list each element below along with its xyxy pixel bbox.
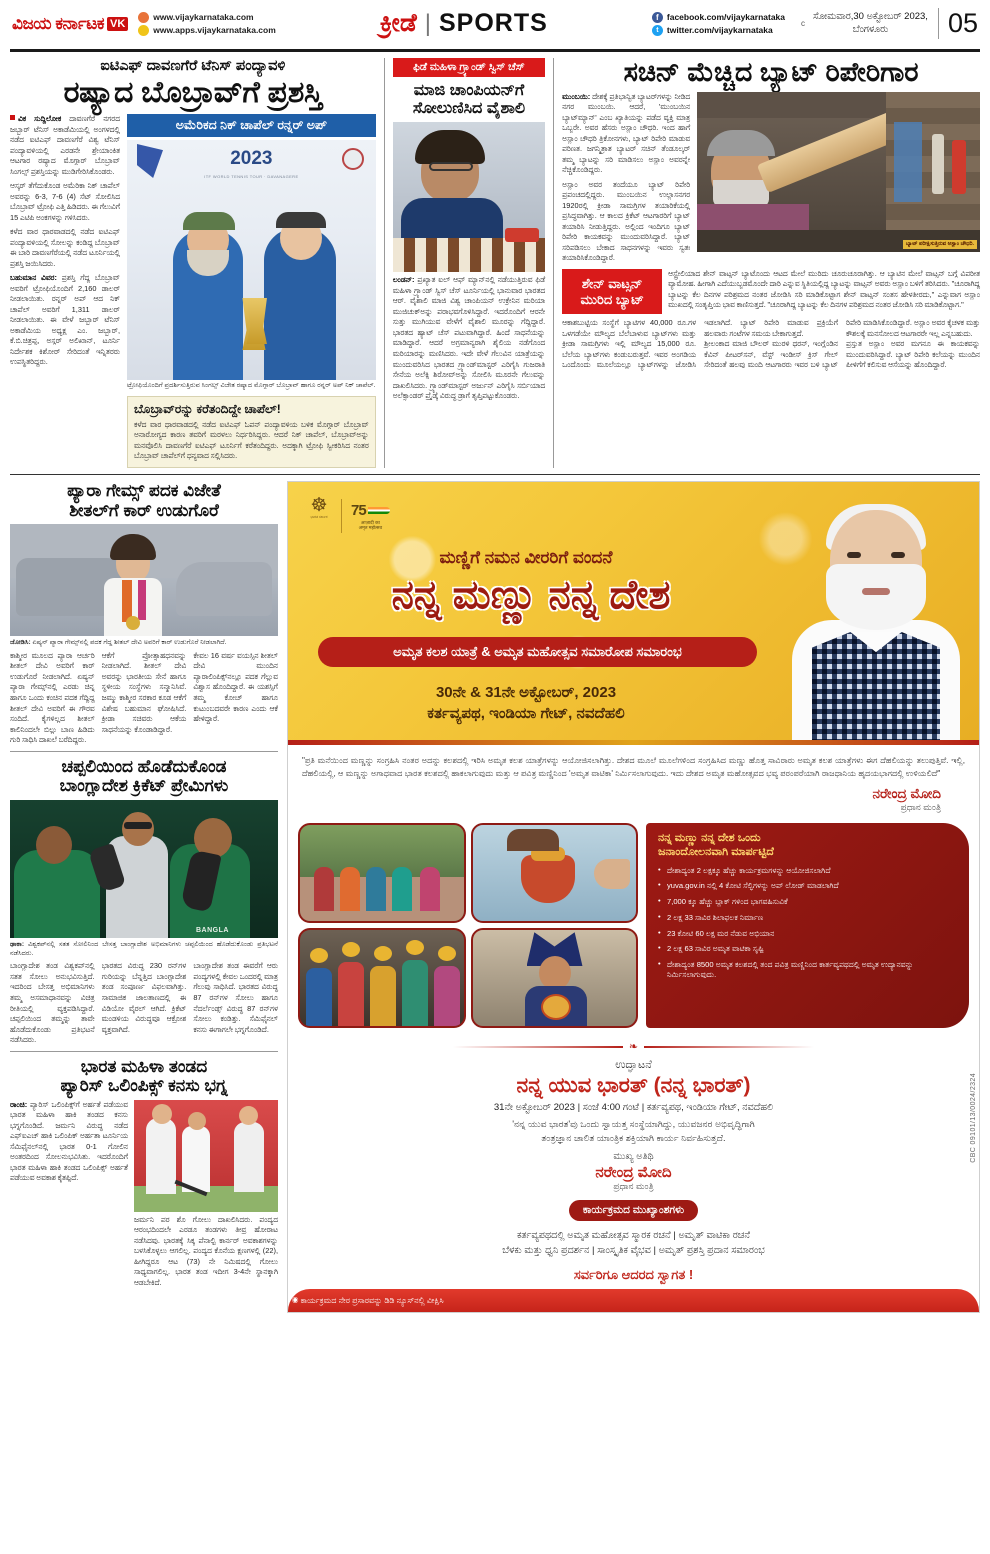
ad-welcome-text: ಸರ್ವರಿಗೂ ಆದರದ ಸ್ವಾಗತ ! bbox=[573, 1267, 694, 1283]
top-stories-zone bbox=[10, 52, 980, 468]
website-link-main[interactable] bbox=[138, 12, 276, 23]
left-story-stack bbox=[10, 481, 278, 1314]
twitter-icon: t bbox=[652, 25, 663, 36]
tennis-kicker: ಐಟಿಎಫ್ ದಾವಣಗೆರೆ ಟೆನಿಸ್ ಪಂದ್ಯಾವಳಿ bbox=[100, 58, 286, 74]
tennis-photo-year: 2023 bbox=[230, 148, 273, 169]
social-links bbox=[652, 12, 785, 36]
list-item: • ದೇಶಾದ್ಯಂತ 2 ಲಕ್ಷಕ್ಕೂ ಹೆಚ್ಚು ಕಾರ್ಯಕ್ರಮಗಳನ್ನು ಆಯೋಜಿಸಲಾಗಿದೆ bbox=[658, 866, 957, 876]
tennis-headline: ರಷ್ಯಾದ ಬೊಬ್ರಾವ್‌ಗೆ ಪ್ರಶಸ್ತಿ bbox=[63, 76, 323, 109]
chess-body-text: ಪ್ರಖ್ಯಾತ ಐಲ್ ಆಫ್ ಮ್ಯಾನ್‌ನಲ್ಲಿ ನಡೆಯುತ್ತಿರುವ ಫಿಡೆ ಮಹಿಳಾ ಗ್ರ್ಯಾಂಡ್ ಸ್ವಿಸ್ ಚೆಸ್ ಟೂರ್ನಿಯಲ್ಲಿ ಭಾನುವಾರ ಭಾರತದ ಆರ್. ವೈಶಾಲಿ ಮಾಜಿ ವಿಶ್ವ ಚಾಂಪಿಯನ್ ಉಕ್ರೇನಿನ ಮರಿಯಾ ಮುಜಿಚುಕ್‌ಅನ್ನು ಪರಾಭವಗೊಳಿಸಿದ್ದಾರೆ. ಇದರೊಂದಿಗೆ ಆರನೇ ಸುತ್ತು ಮುಗಿಯುವ ವೇಳೆಗೆ ವೈಶಾಲಿ ಮೂರನ್ನು ಗೆದ್ದಿದ್ದಾರೆ. ಭಾರತದ ಹ್ಯಾಟ್ ಚೆಸ್ ಪಟುವಾಗಿದ್ದಾರೆ. ಹಿಂದೆ ಸಾಧನೆಯನ್ನು ಮಾಡಿದ್ದಾರೆ. ಆದರೆ ಅಗ್ರಮಾನ್ಯರಾಗಿ ಶೈಲಿಯ ನಡೆಗೊಂದ ಮರಿಯಾರನ್ನು ಮಣಿಸಿದರು. ಇದೇ ವೇಳೆ ಗೆಲುವಿನ ಯಾತ್ರೆಯನ್ನು ಮುಂದುವರಿಸಿದ ಭಾರತದ ಗ್ರ್ಯಾಂಡ್‌ಮಾಸ್ಟರ್ ಎರಿಗೈಸಿ ಗುಜರಾತಿ ಸೇನೆಯ ಅಲೆಕ್ಸಿ ಶಿರೋವ್‌ಅನ್ನು ಸೋಲಿಸಿ ಮೂರನೇ ಗೆಲುವನ್ನು ದಾಖಲಿಸಿದರು. ಗ್ರ್ಯಾಂಡ್‌ಮಾಸ್ಟರ್ ಅರ್ಜುನ್ ಎರಿಗೈಸಿ ಸರ್ಬಿಯಾದ ಅಲೆಕ್ಸಾಂಡರ್ ಪ್ರೈಡ್ಕೆ ವಿರುದ್ಧ ಡ್ರಾಗೆ ತೃಪ್ತಿಪಟ್ಟುಕೊಂಡರು. bbox=[392, 275, 546, 401]
ad-chief-guest-role: ಪ್ರಧಾನ ಮಂತ್ರಿ bbox=[613, 1180, 654, 1191]
ad-when-line1: 30ನೇ & 31ನೇ ಅಕ್ಟೋಬರ್, 2023 bbox=[435, 683, 617, 701]
ad-when-line2: ಕರ್ತವ್ಯಪಥ, ಇಂಡಿಯಾ ಗೇಟ್, ನವದೆಹಲಿ bbox=[427, 705, 625, 723]
bat-headline: ಸಚಿನ್ ಮೆಚ್ಚಿದ ಬ್ಯಾಟ್ ರಿಪೇರಿಗಾರ bbox=[623, 57, 919, 87]
ad-foot-kicker: ಉದ್ಘಾಟನೆ bbox=[615, 1059, 652, 1072]
chess-body bbox=[393, 275, 545, 401]
website-links bbox=[138, 12, 276, 36]
tennis-box-title: ಬೊಬ್ರಾವ್‌ರನ್ನು ಕರೆತಂದಿದ್ದೇ ಚಾಪೆಲ್! bbox=[134, 401, 281, 416]
story-tennis bbox=[10, 58, 376, 468]
para-caption-text: ಏಷ್ಯನ್ ಪ್ಯಾರಾ ಗೇಮ್ಸ್‌ನಲ್ಲಿ ಪದಕ ಗೆದ್ದ ಶೀತಲ್ ದೇವಿ ಅವರಿಗೆ ಕಾರ್ ಉಡುಗೊರೆ ನೀಡಲಾಗಿದೆ. bbox=[32, 639, 227, 647]
tennis-box-text: ಕಳೆದ ವಾರ ಧಾರವಾಡದಲ್ಲಿ ನಡೆದ ಐಟಿಎಫ್ ಓಪನ್ ಪಂದ್ಯಾವಳಿಯ ಬಳಿಕ ಮೊಗ್ಗಾರ್ ಬೊಬ್ರಾವ್ ಅನಾರೋಗ್ಯದ ಕಾರಣ ತವರಿಗೆ ಮರಳಲು ನಿರ್ಧರಿಸಿದ್ದರು. ಆದರೆ ನಿಕ್ ಚಾಪೆಲ್, ಬೊಬ್ರಾವ್‌ಅನ್ನು ಮನವೊಲಿಸಿ ದಾವಣಗೆರೆ ಐಟಿಎಫ್ ಟೂರ್ನಿಗೆ ಕರೆತಂದಿದ್ದರು. ಅದಕ್ಕಾಗಿ ಟ್ರೋಫಿ ಸ್ವೀಕರಿಸಿದ ನಂತರ ಬೊಬ್ರಾವ್ ಚಾಪೆಲ್‌ಗೆ ಧನ್ಯವಾದ ಸಲ್ಲಿಸಿದರು. bbox=[134, 419, 369, 461]
tennis-photo: 2023 ITF WORLD TENNIS TOUR · DAVANAGERE bbox=[127, 140, 376, 380]
tennis-para4 bbox=[10, 273, 120, 368]
national-emblem-icon: ☸ ಭಾರತ ಸರ್ಕಾರ bbox=[310, 494, 328, 519]
tennis-lede bbox=[10, 114, 120, 177]
logo-badge: VK bbox=[107, 17, 128, 31]
ad-when bbox=[288, 682, 764, 725]
tennis-para2: ಆಸ್ಕರ್ ತೆಗೆದುಕೊಂಡ ಅಮೆರಿಕಾ ನಿಕ್ ಚಾಪೆಲ್ ಅವರನ್ನು 6-3, 7-6 (4) ಸೆಟ್ ಸೋಲಿಸಿದ ಬೊಬ್ರಾವ್ ಟ್ರೋಫಿ ಎತ್ತಿ ಹಿಡಿದರು. ಈ ಗೆಲುವಿಗೆ 15 ಎಟಿಪಿ ಅಂಕಗಳನ್ನು ಗಳಿಸಿದರು. bbox=[10, 181, 120, 222]
bangla-headline bbox=[10, 757, 278, 796]
olympic-body bbox=[10, 1100, 128, 1184]
azadi-logo-icon bbox=[351, 502, 390, 531]
ad-bullets-heading bbox=[658, 832, 957, 860]
ad-signature bbox=[302, 786, 965, 813]
para-col-2: ಆಕೆಗೆ ಪ್ರೋತ್ಸಾಹಧನವನ್ನು ನೀಡಲಾಗಿದೆ. ಶೀತಲ್ ದೇವಿ ಅವರನ್ನು ಭಾರತೀಯ ಸೇನೆ ಹಾಗೂ ಸ್ಥಳೀಯ ಸಂಸ್ಥೆಗಳು ಸನ್ಮಾನಿಸಿವೆ. ಜಮ್ಮು ಕಾಶ್ಮೀರ ಸರಕಾರ ಕೂಡ ಆಕೆಗೆ ವಿಶೇಷ ಬಹುಮಾನ ಘೋಷಿಸಿದೆ. ಕ್ರೀಡಾ ಸಚಿವರು ಆಕೆಯ ಸಾಧನೆಯನ್ನು ಕೊಂಡಾಡಿದ್ದಾರೆ. bbox=[101, 650, 187, 734]
bangla-col-1: ಬಾಂಗ್ಲಾದೇಶ ತಂಡ ವಿಶ್ವಕಪ್‌ನಲ್ಲಿ ಸತತ ಸೋಲು ಅನುಭವಿಸುತ್ತಿದೆ. ಇದರಿಂದ ಬೇಸತ್ತ ಅಭಿಮಾನಿಗಳು ತಮ್ಮ ಅಸಮಾಧಾನವನ್ನು ವಿಚಿತ್ರ ರೀತಿಯಲ್ಲಿ ವ್ಯಕ್ತಪಡಿಸಿದ್ದಾರೆ. ಚಪ್ಪಲಿಯಿಂದ ತಮ್ಮನ್ನು ತಾವೇ ಹೊಡೆದುಕೊಂಡು ಪ್ರತಿಭಟನೆ ನಡೆಸಿದರು. bbox=[10, 961, 95, 1045]
horizontal-rule-left-2 bbox=[10, 1051, 278, 1052]
story-bat-repair bbox=[562, 58, 980, 468]
twitter-url: twitter.com/vijaykarnataka bbox=[666, 25, 773, 35]
column-divider-1 bbox=[384, 58, 385, 468]
ad-vertical-code: CBC 09101/13/0024/2324 bbox=[970, 1072, 977, 1163]
para-col-3: ಕೇವಲ 16 ವರ್ಷ ವಯಸ್ಸಿನ ಶೀತಲ್ ದೇವಿ ಮುಂದಿನ ಪ್ಯಾರಾಲಿಂಪಿಕ್ಸ್‌ನಲ್ಲೂ ಪದಕ ಗೆಲ್ಲುವ ವಿಶ್ವಾಸ ಹೊಂದಿದ್ದಾರೆ. ಈ ಯಶಸ್ಸಿಗೆ ತಮ್ಮ ಕೋಚ್ ಹಾಗೂ ಕುಟುಂಬದವರೇ ಕಾರಣ ಎಂದು ಆಕೆ ಹೇಳಿದ್ದಾರೆ. bbox=[193, 650, 278, 724]
ad-foot-desc-line1: 'ನನ್ನ ಯುವ ಭಾರತ'ವು ಒಂದು ಸ್ವಾಯತ್ತ ಸಂಸ್ಥೆಯಾಗಿದ್ದು, ಯುವಜನರ ಅಭಿವೃದ್ಧಿಗಾಗಿ bbox=[512, 1119, 755, 1130]
story-olympic-hockey bbox=[10, 1057, 278, 1289]
azadi-hindi-line2: अमृत महोत्सव bbox=[358, 524, 383, 530]
website-link-apps[interactable] bbox=[138, 25, 276, 36]
ad-foot-desc-line2: ತಂತ್ರಜ್ಞಾನ ಚಾಲಿತ ಯಾಂತ್ರಿಕ ಶಕ್ತಿಯಾಗಿ ಕಾರ್ಯ ನಿರ್ವಹಿಸುತ್ತದೆ. bbox=[541, 1133, 726, 1143]
ad-bullets-panel bbox=[646, 823, 969, 1028]
ad-quote-block bbox=[288, 745, 979, 817]
globe-icon bbox=[138, 12, 149, 23]
masthead bbox=[10, 0, 980, 52]
byline-bullet-icon bbox=[10, 115, 15, 120]
ad-main-title: ನನ್ನ ಮಣ್ಣು ನನ್ನ ದೇಶ bbox=[391, 572, 671, 617]
olympic-body-text: ಪ್ಯಾರಿಸ್ ಒಲಿಂಪಿಕ್ಸ್‌ಗೆ ಅರ್ಹತೆ ಪಡೆಯುವ ಭಾರತ ಮಹಿಳಾ ಹಾಕಿ ತಂಡದ ಕನಸು ಭಗ್ನಗೊಂಡಿದೆ. ಜರ್ಮನಿ ವಿರುದ್ಧ ನಡೆದ ಎಫ್‌ಐಎಚ್ ಹಾಕಿ ಒಲಿಂಪಿಕ್ ಅರ್ಹತಾ ಟೂರ್ನಿಯ ಸೆಮಿಫೈನಲ್‌ನಲ್ಲಿ ಭಾರತ 0-1 ಗೋಲಿನ ಅಂತರದಿಂದ ಸೋಲನುಭವಿಸಿತು. ಇದರೊಂದಿಗೆ ಭಾರತ ಮಹಿಳಾ ಹಾಕಿ ತಂಡದ ಒಲಿಂಪಿಕ್ಸ್ ಅರ್ಹತೆ ಪಡೆಯುವ ಅವಕಾಶ ಕೈತಪ್ಪಿದೆ. bbox=[10, 1099, 128, 1183]
ad-footer-section bbox=[288, 1032, 979, 1283]
tennis-para3: ಕಳೆದ ವಾರ ಧಾರವಾಡದಲ್ಲಿ ನಡೆದ ಐಟಿಎಫ್ ಪಂದ್ಯಾವಳಿಯಲ್ಲಿ ಸೋಲನ್ನು ಕಂಡಿದ್ದ ಬೊಬ್ರಾವ್ ಈ ಬಾರಿ ದಾವಣಗೆರೆಯಲ್ಲಿ ನಡೆದ ಟೂರ್ನಿಯಲ್ಲಿ ಪ್ರಶಸ್ತಿ ಜಯಿಸಿದರು. bbox=[10, 227, 120, 268]
ad-foot-line: 31ನೇ ಅಕ್ಟೋಬರ್ 2023 | ಸಂಜೆ 4:00 ಗಂಟೆ | ಕರ್ತವ್ಯಪಥ, ಇಂಡಿಯಾ ಗೇಟ್, ನವದೆಹಲಿ bbox=[493, 1102, 774, 1114]
ornament-icon: ❧ bbox=[628, 1041, 639, 1054]
copyright-mark: c bbox=[801, 19, 806, 28]
para-headline-line1: ಪ್ಯಾರಾ ಗೇಮ್ಸ್ ಪದಕ ವಿಜೇತೆ bbox=[67, 480, 221, 500]
website-url: www.vijaykarnataka.com bbox=[153, 12, 254, 22]
telecast-icon: ◉ bbox=[292, 1296, 299, 1306]
facebook-icon: f bbox=[652, 12, 663, 23]
tennis-prize-text: ಪ್ರಶಸ್ತಿ ಗೆದ್ದ ಬೊಬ್ರಾವ್ ಅವರಿಗೆ ಟ್ರೋಫಿಯೊಂದಿಗೆ 2,160 ಡಾಲರ್ ನೀಡಲಾಯಿತು. ರನ್ನರ್ ಅಪ್ ಆದ ನಿಕ್ ಚಾಪೆಲ್ ಅವರಿಗೆ 1,311 ಡಾಲರ್ ನೀಡಲಾಯಿತು. ಈ ವೇಳೆ ಜಬ್ಬಾರ್ ಟೆನಿಸ್ ಅಕಾಡೆಮಿಯ ಅಧ್ಯಕ್ಷ ಎಂ. ಜಬ್ಬಾರ್, ಕೆ.ಬಿ.ಚಿತ್ರಪ್ಪ, ಅಸ್ಗರ್ ಅಲಿಖಾನ್, ಟೂರ್ನಿ ನಿರ್ದೇಶಕ ಕಿಶೋರ್ ಸೇರಿದಂತೆ ಇನ್ನಿತರರು ಉಪಸ್ಥಿತರಿದ್ದರು. bbox=[10, 273, 120, 367]
chess-dateline: ಲಂಡನ್: bbox=[392, 275, 415, 285]
list-item: • ದೇಶಾದ್ಯಂತ 8500 ಅಮೃತ ಕಲಶದಲ್ಲಿ ತಂದ ಪವಿತ್ರ ಮಣ್ಣಿನಿಂದ ಕಾರ್ತವ್ಯಪಥದಲ್ಲಿ ಅಮೃತ ಉದ್ಯಾನವನ್ನು ನಿರ್ಮಿಸಲಾಗುವುದು. bbox=[658, 960, 957, 981]
bat-watson-box bbox=[562, 269, 980, 314]
bat-body-1-text: ದೇಶಕ್ಕೆ ಪ್ರತಿಭಾನ್ವಿತ ಬ್ಯಾಟರ್‌ಗಳನ್ನು ನೀಡಿದ ನಗರ ಮುಂಬಯಿ. ಆದರೆ, 'ಮುಂಬಯಿನ ಬ್ಯಾಟ್‌ಮ್ಯಾನ್' ಎಂಬ ಖ್ಯಾತಿಯನ್ನು ಪಡೆದ ವ್ಯಕ್ತಿ ಮಾತ್ರ ಒಬ್ಬರೇ. ಅವರ ಹೆಸರು ಅಸ್ಲಾಂ ಚೌಧರಿ. ಇಂದ ಹಾಗೆ ಅಸ್ಲಾಂ ಚೌಧರಿ ತ್ರಿಕೋನಗಳು, ಬ್ಯಾಟ್ ರಿಪೇರಿ ಮಾಡುವ ಪರಿಣತ. ಜಗನ್ಮಿತ್ರಾತ ಬ್ಯಾಟರ್ ಸಚಿನ್ ತೆಂಡೂಲ್ಕರ್ ತಮ್ಮ ಬ್ಯಾಟನ್ನು ಸರಿ ಮಾಡಿಸಲು ಅಸ್ಲಾಂ ಅವರನ್ನೇ ನೆಚ್ಚಿಕೊಂಡಿದ್ದರು. bbox=[562, 91, 691, 175]
bat-body-2: ಅಸ್ಲಾಂ ಅವರ ತಂದೆಯೂ ಬ್ಯಾಟ್ ರಿಪೇರಿ ಪ್ರಪಂಚದಲ್ಲಿದ್ದರು. ಮುಂಬಯಿನ ಉಲ್ಲಾಸನಗರ 1920ರಲ್ಲಿ ಕ್ರೀಡಾ ಸಾಮಗ್ರಿಗಳ ತಯಾರಿಕೆಯಲ್ಲಿ ಪ್ರಸಿದ್ಧವಾಗಿತ್ತು. ಆ ಕಾಲದ ಕ್ರಿಕೆಟ್ ಆಟಗಾರರಿಗೆ ಬ್ಯಾಟ್ ತಯಾರಿಸಿ ನೀಡುತ್ತಿದ್ದರು. ಅಲ್ಲಿಂದ ಇಂದಿಗೂ ಬ್ಯಾಟ್ ರಿಪೇರಿ ಕಾಯಕವನ್ನು ಮುಂದುವರಿಸಿದ್ದಾರೆ. ಬ್ಯಾಟ್ ಸರಿಪಡಿಸಲು ಬೇಕಾದ ಸಾಧನಗಳನ್ನು ಇವರು ಸ್ವತಃ ತಯಾರಿಸಿಕೊಂಡಿದ್ದಾರೆ. bbox=[562, 179, 691, 263]
bangla-photo: BANGLA bbox=[10, 800, 278, 938]
ad-signature-name: ನರೇಂದ್ರ ಮೋದಿ bbox=[872, 786, 941, 802]
para-columns bbox=[10, 651, 278, 746]
ad-telecast-bar bbox=[288, 1289, 979, 1312]
ad-photo-1 bbox=[298, 823, 466, 923]
tennis-byline: ವಿಕ ಸುದ್ದಿಲೋಕ bbox=[18, 114, 62, 123]
ad-bullets-heading-line2: ಜನಾಂದೋಲನವಾಗಿ ಮಾರ್ಪಟ್ಟಿದೆ bbox=[658, 845, 774, 858]
list-item: • 7,000 ಕ್ಕೂ ಹೆಚ್ಚು ಬ್ಲಾಕ್ ಗಳಿಂದ ಭಾಗವಹಿಸುವಿಕೆ bbox=[658, 897, 957, 907]
tennis-blue-strip: ಅಮೆರಿಕದ ನಿಕ್ ಚಾಪೆಲ್ ರನ್ನರ್ ಅಪ್ bbox=[127, 114, 376, 137]
bangla-headline-line1: ಚಪ್ಪಲಿಯಿಂದ ಹೊಡೆದುಕೊಂಡ bbox=[61, 756, 227, 776]
ad-photo-4 bbox=[471, 928, 639, 1028]
chess-photo bbox=[393, 122, 545, 272]
ad-emblem-row bbox=[306, 496, 390, 536]
ad-foot-description bbox=[304, 1118, 963, 1146]
ad-photo-2 bbox=[471, 823, 639, 923]
logo-text: ವಿಜಯ ಕರ್ನಾಟಕ bbox=[12, 13, 104, 33]
tennis-dateline: ದಾವಣಗೆರೆ bbox=[69, 114, 96, 123]
para-photo bbox=[10, 524, 278, 636]
facebook-url: facebook.com/vijaykarnataka bbox=[666, 12, 786, 22]
tennis-prize-label: ಬಹುಮಾನ ವಿವರ: bbox=[10, 273, 57, 283]
para-col-1: ಕಾಶ್ಮೀರ ಮೂಲದ ಪ್ಯಾರಾ ಆರ್ಚರಿ ಶೀತಲ್ ದೇವಿ ಅವರಿಗೆ ಕಾರ್ ಉಡುಗೊರೆ ನೀಡಲಾಗಿದೆ. ಏಷ್ಯನ್ ಪ್ಯಾರಾ ಗೇಮ್ಸ್‌ನಲ್ಲಿ ಎರಡು ಚಿನ್ನ ಹಾಗೂ ಒಂದು ಕಂಚಿನ ಪದಕ ಗೆದ್ದಿದ್ದ ಶೀತಲ್ ದೇವಿ ಅವರಿಗೆ ಈ ಗೌರವ ಸಂದಿದೆ. ಕೈಗಳಿಲ್ಲದ ಶೀತಲ್ ಕಾಲಿನಿಂದಲೇ ಬಿಲ್ಲು ಬಾಣ ಹಿಡಿದು ಗುರಿ ಸಾಧಿಸಿ ದಾಖಲೆ ಬರೆದಿದ್ದರು. bbox=[10, 650, 95, 745]
tennis-photo-caption: ಟ್ರೋಫಿಯೊಂದಿಗೆ ಪ್ರದರ್ಶಿಸುತ್ತಿರುವ ಸಿಂಗಲ್ಸ್ ವಿಜೇತ ರಷ್ಯಾದ ಮೊಗ್ಗಾರ್ ಬೊಬ್ರಾವ್ ಹಾಗೂ ರನ್ನರ್ ಅಪ್ ನಿಕ್ ಚಾಪೆಲ್. bbox=[127, 382, 376, 389]
olympic-body-2: ಜರ್ಮನಿ ಪರ ಶೊ ಗೋಲು ದಾಖಲಿಸಿದರು. ಪಂದ್ಯದ ಆರಂಭದಿಂದಲೇ ಎರಡೂ ತಂಡಗಳು ತೀವ್ರ ಹೋರಾಟ ನಡೆಸಿದವು. ಭಾರತಕ್ಕೆ ಸಿಕ್ಕ ಪೆನಾಲ್ಟಿ ಕಾರ್ನರ್ ಅವಕಾಶಗಳನ್ನು ಬಳಸಿಕೊಳ್ಳಲು ಆಗಲಿಲ್ಲ. ಪಂದ್ಯದ ಕೊನೆಯ ಕ್ಷಣಗಳಲ್ಲಿ (22), ಹೀಗಿದ್ದರೂ ಆಟ (73) ನೇ ನಿಮಿಷದಲ್ಲಿ ಗೋಲು ಸಾಧ್ಯವಾಗಲಿಲ್ಲ. ಭಾರತ ತಂಡ ಇದೀಗ 3-4ನೇ ಸ್ಥಾನಕ್ಕಾಗಿ ಆಡಬೇಕಿದೆ. bbox=[134, 1214, 278, 1287]
ad-highlights-line1: ಕರ್ತವ್ಯಪಥದಲ್ಲಿ ಅಮೃತ ಮಹೋತ್ಸವ ಸ್ಮಾರಕ ರಚನೆ | ಅಮೃತ್ ವಾಟಿಕಾ ರಚನೆ bbox=[516, 1229, 751, 1241]
bat-col-1: ಆಕಾಶಬುಟ್ಟಿಯ ಸಂಸ್ಥೆಗೆ ಬ್ಯಾಟಿಗಳ 40,000 ರೂ.ಗಳ ಒಳಗಡೆಯೇ ಮೌಲ್ಯದ ಬೆಲೆಬಾಳುವ ಬ್ಯಾಟ್‌ಗಳು ಮತ್ತು ಕ್ರೀಡಾ ಸಾಮಗ್ರಿಗಳು ಇಲ್ಲಿ ಮೌಲ್ಯದ 15,000 ರೂ. ಬೆಲೆಯ ಬ್ಯಾಟ್‌ಗಳು ಕಂಡುಬರುತ್ತವೆ. ಇವರ ಅಂಗಡಿಯ ಒಂದೊಂದು ಮೂಲೆಯಲ್ಲೂ ಬ್ಯಾಟ್‌ಗಳನ್ನು ಜೋಡಿಸಿ ಇಡಲಾಗಿದೆ. ಬ್ಯಾಟ್ ರಿಪೇರಿ ಮಾಡುವ ಪ್ರಕ್ರಿಯೆಗೆ ಹಲವಾರು ಗಂಟೆಗಳ ಸಮಯ ಬೇಕಾಗುತ್ತದೆ. bbox=[562, 318, 839, 370]
bangla-caption-label: ಢಾಕಾ: bbox=[10, 940, 25, 948]
list-item: • yuva.gov.in ನಲ್ಲಿ 4 ಕೋಟಿ ಸೆಲ್ಫಿಗಳನ್ನು ಅಪ್ ಲೋಡ್ ಮಾಡಲಾಗಿದೆ bbox=[658, 881, 957, 891]
chess-headline: ಮಾಜಿ ಚಾಂಪಿಯನ್‌ಗೆ ಸೋಲುಣಿಸಿದ ವೈಶಾಲಿ bbox=[412, 81, 526, 117]
ad-bullets-heading-line1: ನನ್ನ ಮಣ್ಣು ನನ್ನ ದೇಶ ಒಂದು bbox=[658, 832, 761, 845]
ad-chief-guest-name: ನರೇಂದ್ರ ಮೋದಿ bbox=[595, 1163, 672, 1181]
para-headline-line2: ಶೀತಲ್‌ಗೆ ಕಾರ್ ಉಡುಗೊರೆ bbox=[69, 500, 219, 520]
list-item: • 2 ಲಕ್ಷ 33 ಸಾವಿರ ಶಿಲಾಫಲಕ ನಿರ್ಮಾಣ bbox=[658, 913, 957, 923]
ad-highlights-line2: ಬೆಳಕು ಮತ್ತು ಧ್ವನಿ ಪ್ರದರ್ಶನ | ಸಾಂಸ್ಕೃತಿಕ ವೈಭವ | ಅಮೃತ್ ಪ್ರಶಸ್ತಿ ಪ್ರದಾನ ಸಮಾರಂಭ bbox=[502, 1245, 765, 1257]
bangla-headline-line2: ಬಾಂಗ್ಲಾದೇಶ ಕ್ರಿಕೆಟ್ ಪ್ರೇಮಿಗಳು bbox=[59, 776, 229, 796]
emblem-caption: ಭಾರತ ಸರ್ಕಾರ bbox=[310, 514, 328, 519]
ad-highlights-pill: ಕಾರ್ಯಕ್ರಮದ ಮುಖ್ಯಾಂಶಗಳು bbox=[569, 1200, 698, 1221]
bangla-photo-caption bbox=[10, 941, 278, 959]
date-line-2: ಬೆಂಗಳೂರು bbox=[852, 23, 889, 35]
para-photo-caption bbox=[10, 639, 278, 648]
olympic-dateline: ರಾಂಚಿ: bbox=[10, 1099, 28, 1109]
bat-photo bbox=[697, 92, 980, 252]
ad-mid-section bbox=[288, 817, 979, 1032]
ad-subtitle: ಮಣ್ಣಿಗೆ ನಮನ ವೀರರಿಗೆ ವಂದನೆ bbox=[439, 547, 613, 567]
story-chess bbox=[393, 58, 545, 468]
emblem-divider bbox=[341, 499, 342, 533]
list-item: • 2 ಲಕ್ಷ 63 ಸಾವಿರ ಅಮೃತ ವಾಟಿಕಾ ಸೃಷ್ಟಿ bbox=[658, 944, 957, 954]
bat-body-1 bbox=[562, 92, 690, 176]
column-divider-2 bbox=[553, 58, 554, 468]
publication-logo[interactable] bbox=[12, 14, 128, 34]
list-item: • 23 ಕೋಟಿ 60 ಲಕ್ಷ ಮರ ನೆಡುವ ಅಭಿಯಾನ bbox=[658, 929, 957, 939]
bat-col-3: ಪ್ರಸ್ತುತ ಅಸ್ಲಾಂ ಅವರ ಮಗನೂ ಈ ಕಾಯಕವನ್ನು ಮುಂದುವರಿಸಿದ್ದಾರೆ. ಬ್ಯಾಟ್ ರಿಪೇರಿ ಕಲೆಯನ್ನು ಮುಂದಿನ ಪೀಳಿಗೆಗೆ ಕಲಿಸುವ ಆಸೆಯನ್ನು ಹೊಂದಿದ್ದಾರೆ. bbox=[846, 339, 980, 370]
bangla-col-3: ಬಾಂಗ್ಲಾದೇಶ ತಂಡ ಈವರೆಗೆ ಆರು ಪಂದ್ಯಗಳಲ್ಲಿ ಕೇವಲ ಒಂದರಲ್ಲಿ ಮಾತ್ರ ಗೆಲುವು ಸಾಧಿಸಿದೆ. ಭಾರತದ ವಿರುದ್ಧ 87 ರನ್‌ಗಳ ಸೋಲು ಹಾಗೂ ನೆದರ್ಲೆಂಡ್ಸ್ ವಿರುದ್ಧ 87 ರನ್‌ಗಳ ಸೋಲು ಕಂಡಿತ್ತು. ಸೆಮಿಫೈನಲ್ ಕನಸು ಈಗಾಗಲೇ ಭಗ್ನಗೊಂಡಿದೆ. bbox=[193, 961, 278, 1034]
ad-quote-text: "ಪ್ರತಿ ಮನೆಯಿಂದ ಮಣ್ಣನ್ನು ಸಂಗ್ರಹಿಸಿ ನಂತರ ಅದನ್ನು ಕಲಶದಲ್ಲಿ ಇರಿಸಿ ಅಮೃತ ಕಲಶ ಯಾತ್ರೆಗಳನ್ನು ಆಯೋಜಿಸಲಾಗಿತ್ತು. ದೇಶದ ಮೂಲೆ ಮೂಲೆಗಳಿಂದ ಸಂಗ್ರಹಿಸಿದ ಮಣ್ಣು ಹೊತ್ತ ಸಾವಿರಾರು ಅಮೃತ ಕಲಶ ಯಾತ್ರೆಗಳು ಈಗ ದೆಹಲಿಯನ್ನು ತಲುಪುತ್ತಿವೆ. ಇಲ್ಲಿ, ದೆಹಲಿಯಲ್ಲಿ, ಆ ಮಣ್ಣನ್ನು ಅಗಾಧವಾದ ಭಾರತ ಕಲಶದಲ್ಲಿ ಹಾಕಲಾಗುವುದು ಮತ್ತು ಆ ಪವಿತ್ರ ಮಣ್ಣಿನಿಂದ 'ಅಮೃತ ವಾಟಿಕಾ' ನಿರ್ಮಿಸಲಾಗುವುದು. ಇದು ದೇಶದ ಅಮೃತ ಮಹೋತ್ಸವದ ಭವ್ಯ ಪರಂಪರೆಯಾಗಿ ರಾಜಧಾನಿಯ ಹೃದಯಭಾಗದಲ್ಲಿ ಉಳಿಯಲಿದೆ" bbox=[302, 755, 965, 779]
horizontal-rule-left-1 bbox=[10, 751, 278, 752]
chess-red-strip: ಫಿಡೆ ಮಹಿಳಾ ಗ್ರ್ಯಾಂಡ್ ಸ್ವಿಸ್ ಚೆಸ್ bbox=[393, 58, 545, 77]
bat-col-2: ಶ್ರೀಲಂಕಾದ ಮಾಜಿ ಬೌಲರ್ ಮುರಳಿ ಧರನ್, ಇಂಗ್ಲೆಂಡಿನ ಕೆವಿನ್ ಪೀಟರ್‌ಸನ್, ವೆಸ್ಟ್ ಇಂಡೀಸ್ ಕ್ರಿಸ್ ಗೇಲ್ ಸೇರಿದಂತೆ ಹಲವು ಮಂದಿ ಆಟಗಾರರು ಇವರ ಬಳಿ ಬ್ಯಾಟ್ ರಿಪೇರಿ ಮಾಡಿಸಿಕೊಂಡಿದ್ದಾರೆ. ಅಸ್ಲಾಂ ಅವರ ಕೈಚಳಕ ಮತ್ತು ಕೌಶಲಕ್ಕೆ ಮನಸೋಲದ ಆಟಗಾರರೇ ಇಲ್ಲ ಎನ್ನಬಹುದು. bbox=[704, 318, 980, 370]
olympic-photo bbox=[134, 1100, 278, 1212]
section-title bbox=[286, 9, 642, 38]
publication-date bbox=[813, 11, 928, 37]
olympic-headline-line2: ಪ್ಯಾರಿಸ್ ಒಲಿಂಪಿಕ್ಸ್ ಕನಸು ಭಗ್ನ bbox=[60, 1076, 228, 1096]
tricolour-icon bbox=[368, 507, 390, 514]
bat-dateline: ಮುಂಬಯಿ: bbox=[562, 91, 591, 101]
tennis-sidebar-box bbox=[127, 396, 376, 468]
azadi-75-text: 75 bbox=[351, 501, 366, 519]
ad-foot-title: ನನ್ನ ಯುವ ಭಾರತ್ (ನನ್ನ ಭಾರತ್) bbox=[516, 1074, 751, 1098]
tennis-lede-text: ನಗರದ ಜಬ್ಬಾರ್ ಟೆನಿಸ್ ಅಕಾಡೆಮಿಯಲ್ಲಿ ಅಂಗಳದಲ್ಲಿ ನಡೆದ ಐಟಿಎಫ್ ದಾವಣಗೆರೆ ವಿಶ್ವ ಟೆನಿಸ್ ಪಂದ್ಯಾವಳಿಯಲ್ಲಿ ಎರಡನೇ ಶ್ರೇಯಾಂಕಿತ ಆಟಗಾರ ರಷ್ಯಾದ ಮೊಗ್ಗಾರ್ ಬೊಬ್ರಾವ್ ಸಿಂಗಲ್ಸ್ ಪ್ರಶಸ್ತಿಯನ್ನು ಮುಡಿಗೇರಿಸಿಕೊಂಡರು. bbox=[10, 114, 120, 176]
ad-bullets-list bbox=[658, 866, 957, 981]
section-title-english: SPORTS bbox=[439, 9, 548, 37]
ad-ornament-divider bbox=[304, 1040, 963, 1053]
watson-box-text: ಆಸ್ಟ್ರೇಲಿಯಾದ ಶೇನ್ ವಾಟ್ಸನ್ ಬ್ಯಾಟೊಂದು ಆಟದ ಮೇಲೆ ಮುರಿದು ಚೂರುಚೂರಾಗಿತ್ತು. ಆ ಬ್ಯಾಟಿನ ಮೇಲೆ ವಾಟ್ಸನ್ ಬಗ್ಗೆ ವಿಪರೀತ ವ್ಯಾಮೋಹ. ಹೀಗಾಗಿ ಎದೆಯುಬ್ಬಡಮೊಂದೇ ದಾರಿ ಎನ್ನುವ ಸ್ಥಿತಿಯಲ್ಲಿದ್ದ ಬ್ಯಾಟನ್ನು ವಾಟ್ಸನ್ ಅವರು ಅಸ್ಲಾಂ ಬಳಿಗೆ ತರಿಸಿದರು. "ಚೂರಾಗಿದ್ದ ಬ್ಯಾಟನ್ನು ಕೆಲ ದಿನಗಳ ಪರಿಶ್ರಮದ ನಂತರ ಜೋಡಿಸಿ ಸರಿ ಮಾಡಿಕೊಟ್ಟಾಗ ಶೇನ್ ವಾಟ್ಸನ್ ಸಂತಸ ಹೇಳತೀರದು," ಎನ್ನುವಾಗ ಅಸ್ಲಾಂ ಮುಖದಲ್ಲಿ ಸಂತೃಪ್ತಿಯ ಭಾವ ಕಾಣಿಸುತ್ತದೆ. "ಚೂರಾಗಿದ್ದ ಬ್ಯಾಟನ್ನು ಕೆಲ ದಿನಗಳ ಪರಿಶ್ರಮದ ನಂತರ ಜೋಡಿಸಿ ಸರಿ ಮಾಡಿಕೊಟ್ಟಾಗ." bbox=[668, 268, 980, 310]
bangla-caption-text: ವಿಶ್ವಕಪ್‌ನಲ್ಲಿ ಸತತ ಸೋಲಿನಿಂದ ಬೇಸತ್ತ ಬಾಂಗ್ಲಾದೇಶ ಅಭಿಮಾನಿಗಳು ಚಪ್ಪಲಿಯಿಂದ ಹೊಡೆದುಕೊಂಡು ಪ್ರತಿಭಟನೆ ನಡೆಸಿದರು. bbox=[10, 940, 278, 957]
bangla-columns bbox=[10, 961, 278, 1045]
ad-photo-3 bbox=[298, 928, 466, 1028]
bangla-col-2: ಭಾರತದ ವಿರುದ್ಧ 230 ರನ್‌ಗಳ ಗುರಿಯನ್ನು ಬೆನ್ನತ್ತಿದ ಬಾಂಗ್ಲಾದೇಶ ತಂಡ ಸಂಪೂರ್ಣ ವಿಫಲವಾಗಿತ್ತು. ಸಾಮಾಜಿಕ ಜಾಲತಾಣದಲ್ಲಿ ಈ ವಿಡಿಯೋ ವೈರಲ್ ಆಗಿದೆ. ಕ್ರಿಕೆಟ್ ಮಂಡಳಿಯ ವಿರುದ್ಧವೂ ಆಕ್ರೋಶ ವ್ಯಕ್ತವಾಗಿದೆ. bbox=[101, 961, 187, 1034]
apps-url: www.apps.vijaykarnataka.com bbox=[153, 25, 276, 35]
apps-icon bbox=[138, 25, 149, 36]
olympic-headline bbox=[10, 1057, 278, 1096]
bottom-zone bbox=[10, 481, 980, 1314]
story-bangladesh bbox=[10, 757, 278, 1046]
page-number: 05 bbox=[938, 8, 978, 39]
olympic-headline-line1: ಭಾರತ ಮಹಿಳಾ ತಂಡದ bbox=[80, 1056, 208, 1076]
ad-hero-banner bbox=[288, 482, 979, 740]
date-block bbox=[795, 8, 978, 39]
bat-photo-caption: ಬ್ಯಾಟ್ ಪರೀಕ್ಷಿಸುತ್ತಿರುವ ಅಸ್ಲಾಂ ಚೌಧರಿ. bbox=[903, 240, 977, 249]
para-headline bbox=[10, 481, 278, 520]
watson-box-label: ಶೇನ್ ವಾಟ್ಸನ್ ಮುರಿದ ಬ್ಯಾಟ್ bbox=[562, 269, 662, 314]
date-line-1: ಸೋಮವಾರ,30 ಅಕ್ಟೋಬರ್ 2023, bbox=[813, 10, 928, 22]
ad-telecast-text: ಕಾರ್ಯಕ್ರಮದ ನೇರ ಪ್ರಸಾರವನ್ನು ಡಿಡಿ ನ್ಯೂಸ್‌ನಲ್ಲಿ ವೀಕ್ಷಿಸಿ bbox=[300, 1296, 444, 1306]
section-divider: | bbox=[424, 9, 431, 37]
prime-minister-photo bbox=[778, 492, 973, 740]
para-caption-label: ಜೋಡಿಸಿ: bbox=[10, 639, 31, 647]
azadi-hindi-line1: आज़ादी का bbox=[360, 519, 380, 525]
facebook-link[interactable] bbox=[652, 12, 785, 23]
story-para-games bbox=[10, 481, 278, 746]
government-advertisement bbox=[287, 481, 980, 1314]
ad-signature-title: ಪ್ರಧಾನ ಮಂತ್ರಿ bbox=[900, 802, 941, 813]
ad-event-pill: ಅಮೃತ ಕಲಶ ಯಾತ್ರೆ & ಅಮೃತ ಮಹೋತ್ಸವ ಸಮಾರೋಪ ಸಮಾರಂಭ bbox=[318, 637, 757, 667]
ad-photo-grid bbox=[298, 823, 638, 1028]
bat-extra-columns bbox=[562, 318, 980, 371]
ad-chief-guest-label: ಮುಖ್ಯ ಅತಿಥಿ bbox=[613, 1150, 654, 1162]
horizontal-rule-main bbox=[10, 474, 980, 475]
ad-highlights bbox=[304, 1228, 963, 1259]
section-title-kannada: ಕ್ರೀಡೆ bbox=[379, 9, 417, 37]
twitter-link[interactable] bbox=[652, 25, 785, 36]
